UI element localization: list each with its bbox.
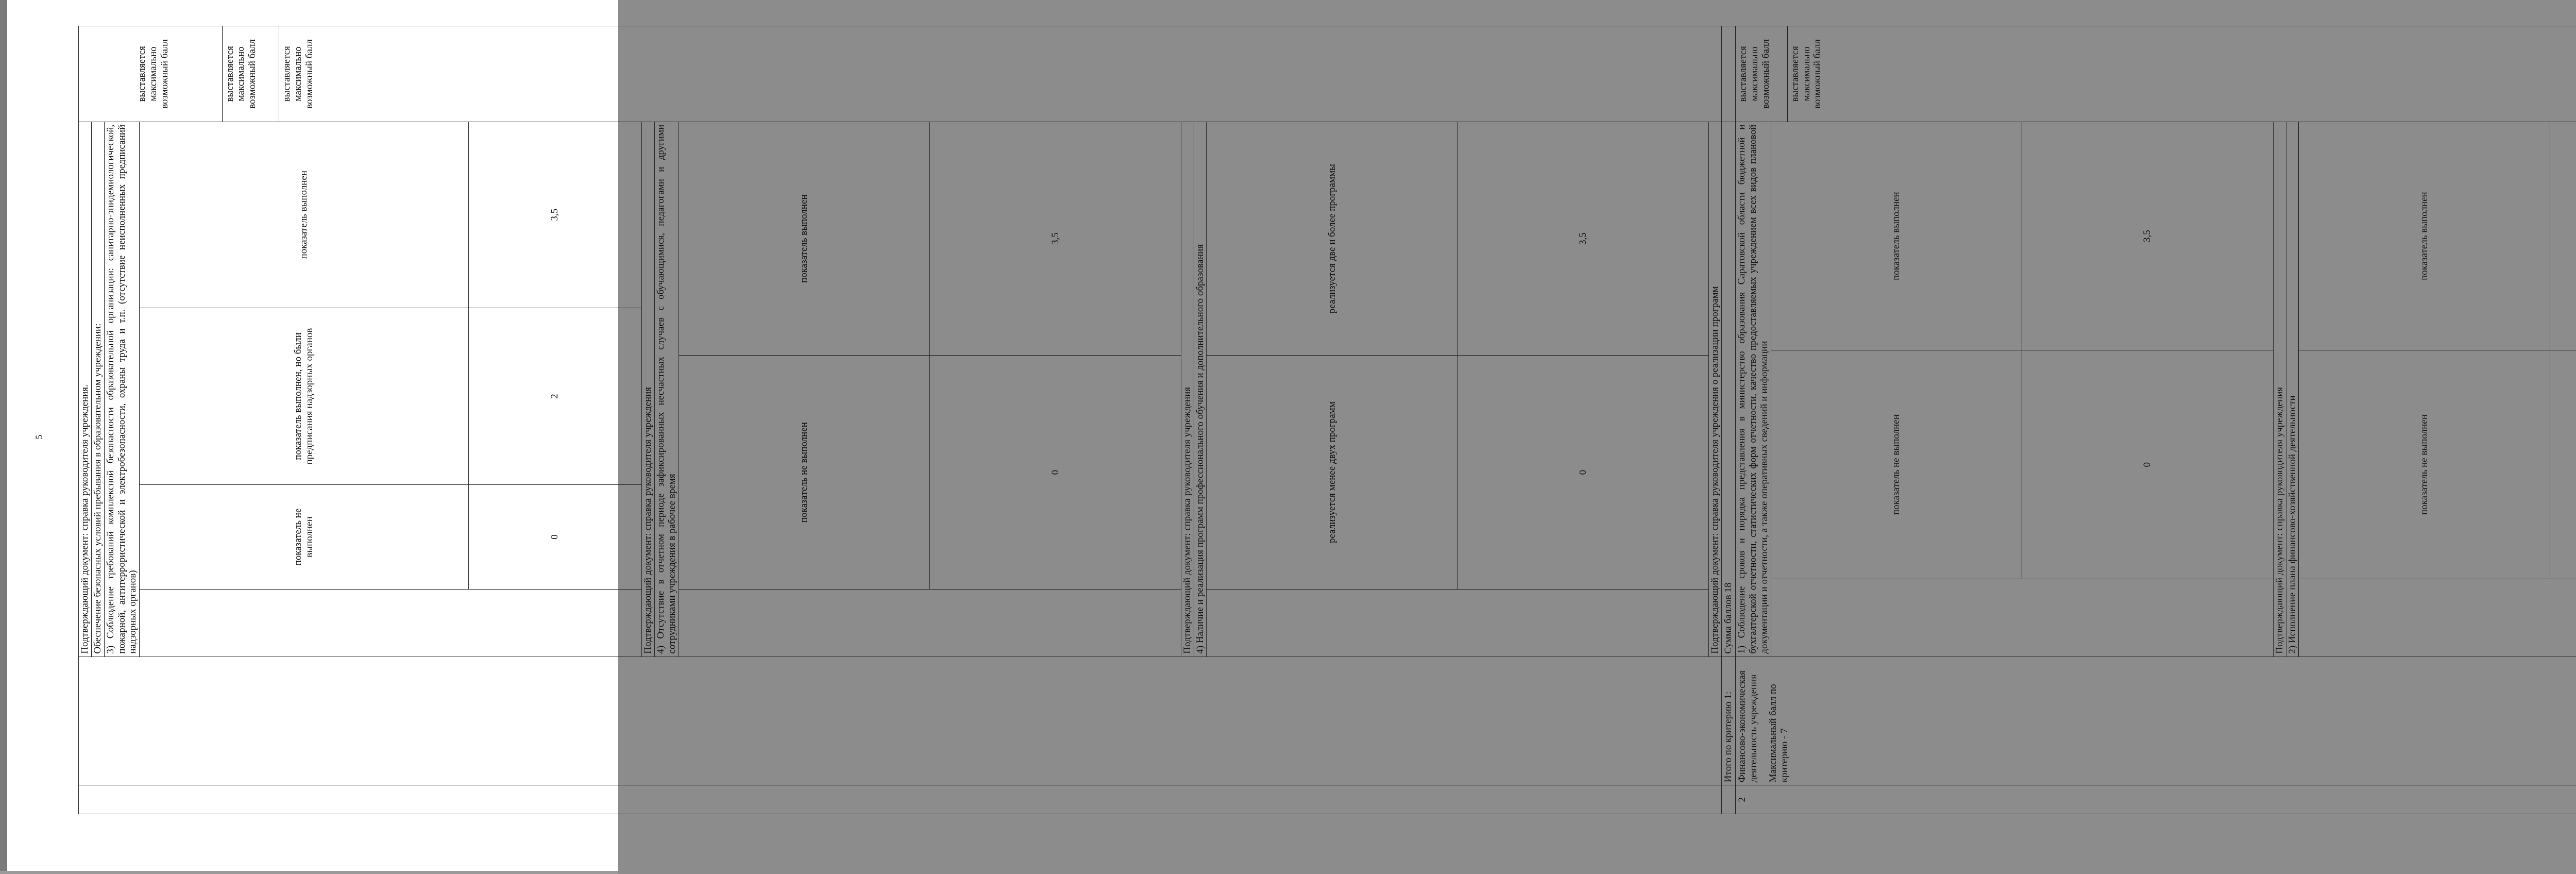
scale-option: показатель не выполнен xyxy=(679,356,930,589)
table-row xyxy=(1722,26,1736,814)
scale-score: 0 xyxy=(930,356,1181,589)
indicators-inner xyxy=(1736,122,2576,657)
result-text: выставляется максимально возможный балл xyxy=(1789,39,1823,109)
result-cell xyxy=(1736,26,2576,122)
indicators-inner xyxy=(79,122,1721,657)
result-cell xyxy=(1722,26,1736,122)
criterion-cell xyxy=(1736,657,2576,785)
item3-scale xyxy=(140,122,641,590)
item4a-text: 4) Отсутствие в отчетном периоде зафиксированных несчастных случаев с обучающимися, педагогами и другими сотрудниками учреждения в рабочее время xyxy=(655,122,679,657)
item4b-scale-wrap xyxy=(1207,122,1709,657)
total-label: Итого по критерию 1: xyxy=(1722,657,1736,785)
scale-option: реализуется менее двух программ xyxy=(1207,356,1458,589)
item4b-scale xyxy=(1207,122,1708,590)
criterion-title: Финансово-экономическая деятельность учреждения xyxy=(1737,670,1759,783)
item1-text: 1) Соблюдение сроков и порядка представления в министерство образования Саратовской области бюджетной и бухгалтерской отчетности, статистических форм отчетности, качество предоставляемых учреждением всех видов плановой документации и отчетности, а также оперативных сведений и информации xyxy=(1736,124,1770,654)
result-text: выставляется максимально возможный балл xyxy=(1738,39,1771,109)
scale-option: показатель выполнен xyxy=(679,122,930,356)
item4a-scale-wrap xyxy=(679,122,1181,657)
scale-score: 3,5 xyxy=(468,122,641,308)
confirm-doc: Подтверждающий документ: справка руководителя учреждения xyxy=(1181,122,1194,657)
scale-option: показатель выполнен, но были предписания надзорных органов xyxy=(140,308,468,484)
safety-title: Обеспечение безопасных условий пребывания в образовательном учреждении: xyxy=(91,122,104,657)
item1-scale xyxy=(1771,122,2273,579)
row-number-cell xyxy=(1722,785,1736,814)
scale-option: показатель выполнен xyxy=(140,122,468,308)
confirm-doc: Подтверждающий документ: справка руководителя учреждения xyxy=(2273,122,2286,657)
criteria-table xyxy=(78,26,2576,814)
criteria-table-rotated xyxy=(78,26,2430,814)
confirm-doc: Подтверждающий документ: справка руководителя учреждения о реализации программ xyxy=(1709,122,1721,657)
scale-option: показатель выполнен xyxy=(2299,122,2550,350)
table-row xyxy=(1736,26,2576,814)
criterion-cell xyxy=(79,657,1722,785)
scale-score xyxy=(2550,122,2576,350)
confirm-doc: Подтверждающий документ: справка руководителя учреждения. xyxy=(79,384,90,654)
scale-score: 3,5 xyxy=(2022,122,2273,350)
indicators-cell xyxy=(1736,122,2576,657)
scale-score xyxy=(2550,350,2576,579)
scanner-bottom-strip xyxy=(0,871,618,874)
scale-option: показатель не выполнен xyxy=(1771,350,2022,579)
result-text: выставляется максимально возможный балл xyxy=(224,39,258,109)
item3-scale-wrap xyxy=(140,122,642,657)
row-number: 2 xyxy=(1736,785,2576,814)
indicators-cell xyxy=(79,122,1722,657)
confirm-doc: Подтверждающий документ: справка руководителя учреждения xyxy=(642,122,655,657)
scale-option: показатель выполнен xyxy=(1771,122,2022,350)
result-text: выставляется максимально возможный балл xyxy=(281,39,315,109)
scale-score: 0 xyxy=(1458,356,1708,589)
scale-score: 3,5 xyxy=(1458,122,1708,356)
total-sum: Сумма баллов 18 xyxy=(1722,122,1736,657)
item2-text: 2) Исполнение плана финансово-хозяйственной деятельности xyxy=(2286,122,2299,657)
item2-scale-wrap xyxy=(2299,122,2576,657)
table-row xyxy=(79,26,1722,814)
result-text: выставляется максимально возможный балл xyxy=(137,39,170,109)
item4b-text: 4) Наличие и реализация программ профессионального обучения и дополнительного образования xyxy=(1194,122,1207,657)
page-number: 5 xyxy=(33,434,44,440)
scale-option: показатель не выполнен xyxy=(140,485,468,589)
scale-score: 2 xyxy=(468,308,641,484)
row-number-cell xyxy=(79,785,1722,814)
scale-score: 0 xyxy=(468,485,641,589)
item4a-scale xyxy=(679,122,1181,590)
item1-scale-wrap xyxy=(1771,122,2273,657)
item2-scale xyxy=(2299,122,2576,579)
item3-text: 3) Соблюдение требований комплексной безопасности образовательной организации: санитарно-эпидемиологической, пожарной, антитеррористической и электробезопасности, охраны труда и т.п. (отсутствие неисполненных предписаний надзорных органов) xyxy=(104,122,140,657)
scanner-gutter xyxy=(0,0,7,874)
scale-score: 3,5 xyxy=(930,122,1181,356)
scale-option: показатель не выполнен xyxy=(2299,350,2550,579)
scale-option: реализуется две и более программы xyxy=(1207,122,1458,356)
scale-score: 0 xyxy=(2022,350,2273,579)
result-cell xyxy=(79,26,1722,122)
criterion-max: Максимальный балл по критерию - 7 xyxy=(1767,684,1790,783)
